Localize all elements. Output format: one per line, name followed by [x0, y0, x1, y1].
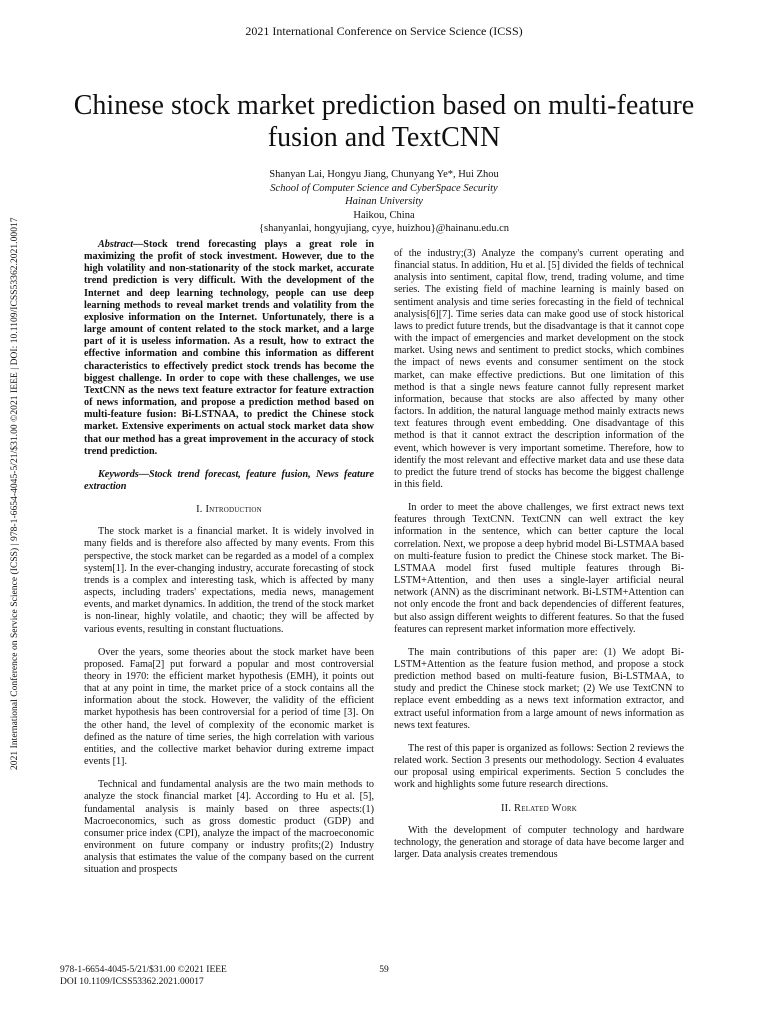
footer-isbn: 978-1-6654-4045-5/21/$31.00 ©2021 IEEE — [60, 965, 227, 975]
keywords: Keywords—Stock trend forecast, feature fusion, News feature extraction — [84, 468, 374, 492]
paragraph: With the development of computer technology and hardware technology, the generation and storage of data have become larger and larger. Data analysis creates tremendous — [394, 824, 684, 861]
paragraph: Technical and fundamental analysis are the two main methods to analyze the stock financial market [4]. According to Hu et al. [5], fundamental analysis is mainly based on three aspects:(1) Macroeconomics, such as gross domestic product (GDP) and consumer price index (CPI), analyze the impact of the macroeconomic environment on future company or industry profits;(2) Industry analysis that estimates the value of the company based on the current situation and prospects — [84, 779, 374, 876]
abstract-label: Abstract — [98, 239, 134, 250]
section-number: II. — [500, 802, 512, 814]
paragraph: The main contributions of this paper are: (1) We adopt Bi-LSTM+Attention as the feature fusion method, and propose a stock prediction method based on multi-feature fusion, Bi-LSTMAA, to study and predict the Chinese stock market; (2) We use TextCNN to replace event embedding as a news text information extractor, and extract useful information from a large amount of news information as news text features. — [394, 646, 684, 731]
paragraph: The stock market is a financial market. It is widely involved in many fields and is therefore also affected by many events. From this perspective, the stock market can be regarded as a model of a complex system[1]. In the ever-changing industry, accurate forecasting of stock trends is a complex and interesting task, which is affected by many aspects, including traders' expectations, media news, management events, and market dynamics. In addition, the trend of the stock market is non-linear, highly volatile, and chaotic; they will be affected by various events, resulting in constant fluctuations. — [84, 526, 374, 635]
affiliation-school: School of Computer Science and CyberSpace Security — [270, 182, 498, 194]
right-column — [394, 248, 684, 872]
author-emails: {shanyanlai, hongyujiang, cyye, huizhou}@hainanu.edu.cn — [258, 223, 510, 234]
conference-header: 2021 International Conference on Service Science (ICSS) — [245, 24, 523, 38]
side-citation-note: 2021 International Conference on Service Science (ICSS) | 978-1-6654-4045-5/21/$31.00 ©2021 IEEE | DOI: 10.1109/ICSS53362.2021.00017 — [10, 217, 20, 770]
abstract-text: —Stock trend forecasting plays a great role in maximizing the profit of stock investment. However, due to the high volatility and non-stationarity of the stock market, accurate trend prediction is very difficult. With the development of the Internet and deep learning technology, people can use deep learning methods to reveal market trends and volatility from the explosive information on the Internet. Unfortunately, there is a large amount of content related to the stock market, and a large part of it is useless information. As a result, how to extract the effective information and combine this information as different characteristics to effectively predict stock trends has become the biggest challenge. In order to cope with these challenges, we use TextCNN as the news text feature extractor for feature extraction of news information, and propose a prediction method based on multi-feature fusion: Bi-LSTNAA, to predict the Chinese stock market. Extensive experiments on actual stock market data show that our method has a great improvement in the accuracy of stock trend prediction. — [84, 239, 374, 457]
footer-doi: DOI 10.1109/ICSS53362.2021.00017 — [60, 976, 204, 987]
paragraph: of the industry;(3) Analyze the company's current operating and financial status. In addition, Hu et al. [5] divided the fields of technical analysis into sentiment, capital flow, trend, trading volume, and time series. The existing field of machine learning is mainly based on sentiment analysis and time series forecasting in the field of technical analysis[6][7]. Time series data can make good use of stock historical laws to predict future trends, but the disadvantage is that it cannot cope with the impact of emergencies and market development on the stock market. Using news and sentiment to predict stocks, which combines the impact of news events and consumer sentiment on the stock market, can make effective predictions. But one limitation of this method is that a single news feature cannot fully represent market information, because that stocks are also affected by many other factors. In addition, the natural language method mainly extracts news text features through event embedding. One disadvantage of this method is that it cannot extract the description information of the event, which however is very important sometime. Therefore, how to identify the most relevant and effective market data and use these data to predict the future trend of stocks has become the biggest challenge in this field. — [394, 248, 684, 490]
section-title: Introduction — [205, 504, 262, 516]
paper-title: Chinese stock market prediction based on multi-feature fusion and TextCNN — [73, 90, 695, 153]
section-title: Related Work — [514, 802, 577, 814]
left-column — [84, 239, 374, 888]
abstract — [84, 239, 374, 458]
paragraph: Over the years, some theories about the stock market have been proposed. Fama[2] put forward a popular and most controversial theory in 1970: the efficient market hypothesis (EMH), it points out that at any point in time, the market price of a stock contains all the information about the stock. However, the validity of the efficient market hypothesis has been controversial for a period of time [3]. On the other hand, the level of complexity of the economic market is defined as the nature of time series, the high correlation with various entities, and the collective market behavior during extreme impact events [1]. — [84, 646, 374, 768]
page-number: 59 — [379, 965, 389, 975]
section-heading-introduction — [84, 504, 374, 516]
affiliation-university: Hainan University — [345, 196, 423, 207]
paragraph: The rest of this paper is organized as follows: Section 2 reviews the related work. Section 3 presents our methodology. Section 4 evaluates our proposal using empirical experiments. Section 5 concludes the work and highlights some future research directions. — [394, 742, 684, 791]
author-block — [100, 168, 668, 236]
author-names: Shanyan Lai, Hongyu Jiang, Chunyang Ye*, Hui Zhou — [269, 169, 499, 180]
section-heading-related-work — [394, 803, 684, 815]
paragraph: In order to meet the above challenges, we first extract news text features through TextCNN. TextCNN can well extract the key information in the sentence, which can better capture the local correlation. Next, we propose a deep hybrid model Bi-LSTMAA based on multi-feature fusion to predict the Chinese stock market. The Bi-LSTMAA model first fused multiple features through Bi-LSTM+Attention, and then uses a single-layer artificial neural network (ANN) as the discriminant network. Bi-LSTM+Attention can not only encode the front and back dependencies of different features, but also assign different weights to different features. So that the fused features can represent market information more effectively. — [394, 502, 684, 635]
affiliation-location: Haikou, China — [353, 209, 415, 221]
section-number: I. — [196, 504, 203, 516]
